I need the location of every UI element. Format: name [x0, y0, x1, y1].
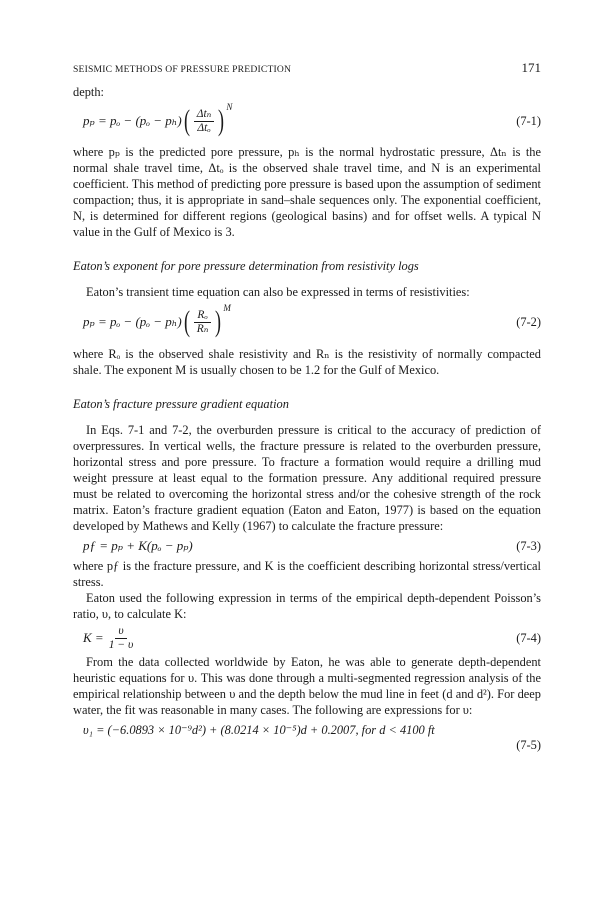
- paragraph-definitions-7-2: where Rₒ is the observed shale resistivity and Rₙ is the resistivity of normally compacted shale. The exponent M is usually chosen to be 1.2 for the Gulf of Mexico.: [73, 347, 541, 377]
- right-paren-icon: ): [215, 305, 222, 338]
- eq3-number: (7-3): [516, 538, 541, 553]
- eq2-number: (7-2): [516, 314, 541, 329]
- eq2-exponent: M: [223, 303, 231, 313]
- equation-7-3: [73, 534, 541, 558]
- eq4-numerator: υ: [115, 625, 126, 639]
- eq2-lhs: pₚ = pₒ − (pₒ − pₕ): [83, 314, 182, 329]
- eq4-lhs: K =: [83, 630, 104, 645]
- eq4-fraction: [106, 625, 137, 652]
- eq1-number: (7-1): [516, 113, 541, 128]
- running-head: [73, 60, 541, 80]
- eq2-denominator: Rₙ: [196, 322, 209, 335]
- eq1-fraction: [194, 108, 215, 135]
- paragraph-definitions-7-3: where pƒ is the fracture pressure, and K is the coefficient describing horizontal stress/vertical stress.: [73, 559, 541, 589]
- equation-7-1: [73, 100, 541, 142]
- eq4-number: (7-4): [516, 630, 541, 645]
- eq1-numerator: Δtₙ: [194, 108, 215, 122]
- paragraph-poisson: Eaton used the following expression in terms of the empirical depth-dependent Poisson’s ratio, υ, to calculate K:: [73, 591, 541, 621]
- eq2-fraction: [194, 309, 212, 336]
- section-heading-resistivity: Eaton’s exponent for pore pressure determination from resistivity logs: [73, 259, 419, 273]
- eq5-text: υ₁ = (−6.0893 × 10⁻⁹d²) + (8.0214 × 10⁻⁵)d + 0.2007, for d < 4100 ft: [83, 723, 435, 737]
- left-paren-icon: (: [183, 305, 190, 338]
- paragraph-resistivity-intro: Eaton’s transient time equation can also be expressed in terms of resistivities:: [86, 285, 470, 299]
- eq4-denominator: 1 − υ: [108, 638, 134, 651]
- equation-7-5: [73, 722, 541, 753]
- page: [73, 60, 541, 753]
- paragraph-heuristic: From the data collected worldwide by Eaton, he was able to generate depth-dependent heuristic equations for υ. This was done through a multi-segmented regression analysis of the empirical relationship between υ and the depth below the mud line in feet (d and d²). For deep water, the fit was reasonable in many cases. The following are expressions for υ:: [73, 655, 541, 717]
- paragraph-depth: depth:: [73, 85, 104, 99]
- eq1-denominator: Δtₒ: [197, 121, 211, 134]
- section-heading-fracture: Eaton’s fracture pressure gradient equation: [73, 397, 289, 411]
- paragraph-definitions-7-1: where pₚ is the predicted pore pressure, pₕ is the normal hydrostatic pressure, Δtₙ is the normal shale travel time, Δtₒ is the observed shale travel time, and N is an experimental coefficient. This method of predicting pore pressure is based upon the assumption of sediment compaction; thus, it is appropriate in sand–shale sequences only. The exponential coefficient, N, is determined for different regions (geological basins) and for offset wells. A typical N value in the Gulf of Mexico is 3.: [73, 145, 541, 239]
- running-title: SEISMIC METHODS OF PRESSURE PREDICTION: [73, 64, 292, 75]
- eq3-text: pƒ = pₚ + K(pₒ − pₚ): [83, 538, 193, 553]
- left-paren-icon: (: [183, 104, 190, 137]
- eq5-number: (7-5): [516, 738, 541, 752]
- eq1-exponent: N: [226, 102, 233, 112]
- eq1-lhs: pₚ = pₒ − (pₒ − pₕ): [83, 113, 182, 128]
- equation-7-4: [73, 622, 541, 654]
- paragraph-fracture: In Eqs. 7-1 and 7-2, the overburden pressure is critical to the accuracy of prediction of overpressures. In vertical wells, the fracture pressure is related to the overburden pressure, horizontal stress and pore pressure. To fracture a formation would require a drilling mud weight pressure at least equal to the formation pressure. Any additional required pressure must be related to overcoming the horizontal stress and/or the cohesive strength of the rock matrix. Eaton’s fracture gradient equation (Eaton and Eaton, 1977) is based on the equation developed by Mathews and Kelly (1967) to calculate the fracture pressure:: [73, 423, 541, 533]
- eq2-numerator: Rₒ: [194, 309, 210, 323]
- right-paren-icon: ): [218, 104, 225, 137]
- page-number: 171: [521, 60, 541, 75]
- equation-7-2: [73, 300, 541, 344]
